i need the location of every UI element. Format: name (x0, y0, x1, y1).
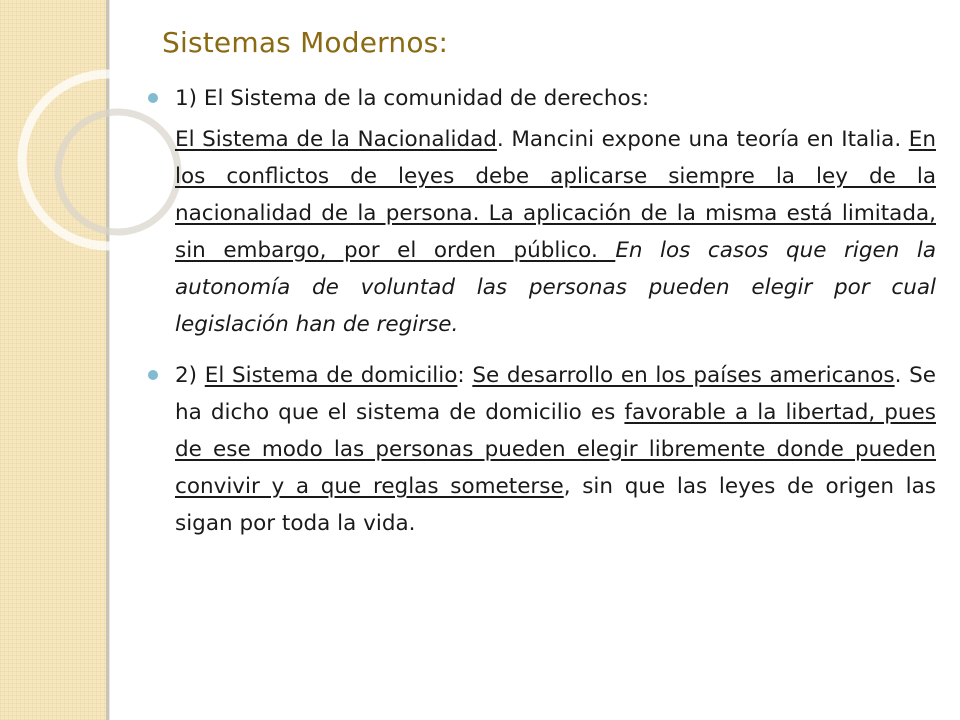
item2-text: . Se ha dicho que el sistema de domicilio es (175, 363, 937, 425)
slide-title: Sistemas Modernos: (162, 26, 449, 59)
item1-text: . Mancini expone una teoría en Italia. (496, 127, 909, 152)
item1-paragraph (175, 121, 936, 343)
item2-underlined-origin: Se desarrollo en los países americanos (472, 363, 895, 388)
item1-underlined-rule: En los conflictos de leyes debe aplicarse siempre la ley de la nacionalidad de la persona. La aplicación de la misma está limitada, sin embargo, por el orden público. (175, 127, 936, 263)
item1-heading: 1) El Sistema de la comunidad de derechos: (175, 86, 650, 111)
item2-number: 2) (175, 363, 205, 388)
item2-underlined-freedom: favorable a la libertad, pues de ese modo las personas pueden elegir libremente donde pueden convivir y a que reglas someterse (175, 400, 936, 499)
decorative-side-band (0, 0, 106, 720)
bullet-item-1 (146, 80, 936, 343)
item2-underlined-system-name: El Sistema de domicilio (204, 363, 458, 388)
band-edge-highlight (109, 0, 110, 720)
bullet-dot-icon (148, 370, 158, 380)
bullet-dot-icon (148, 93, 158, 103)
item2-ending: , sin que las leyes de origen las sigan por toda la vida. (175, 474, 937, 536)
item1-underlined-system-name: El Sistema de la Nacionalidad (175, 127, 497, 152)
item2-paragraph (175, 357, 936, 542)
slide-content (146, 80, 936, 542)
item1-italic-text: En los casos que rigen la autonomía de voluntad las personas pueden elegir por cual legislación han de regirse. (175, 238, 936, 337)
item2-colon: : (457, 363, 473, 388)
bullet-item-2 (146, 357, 936, 542)
